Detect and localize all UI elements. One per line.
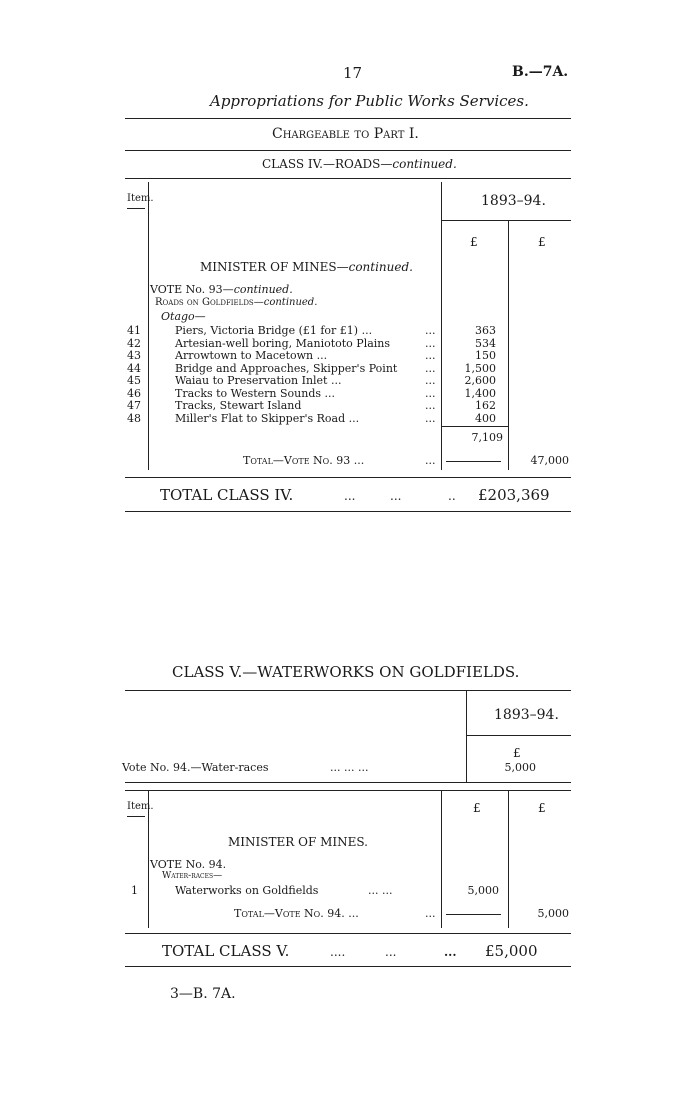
class-v-amount-rule bbox=[466, 690, 467, 782]
item-description: Bridge and Approaches, Skipper's Point bbox=[175, 361, 398, 375]
item-description: Waiau to Preservation Inlet ... bbox=[175, 374, 342, 387]
item-dots: ... ... bbox=[368, 884, 393, 897]
class-v-pound: £ bbox=[513, 746, 521, 760]
amount-column-rule-2 bbox=[441, 790, 442, 928]
item-number: 43 bbox=[127, 349, 141, 362]
item-amount: 400 bbox=[475, 411, 496, 425]
item-column-header: Item. bbox=[127, 193, 154, 204]
total-vote-93-label: Total—Vote No. 93 ... bbox=[243, 454, 365, 467]
item-number: 1 bbox=[131, 884, 138, 897]
signature-mark: 3—B. 7A. bbox=[170, 986, 236, 1002]
page-number: 17 bbox=[343, 64, 363, 82]
total-vote-93-amount: 47,000 bbox=[530, 454, 569, 467]
item-description: Miller's Flat to Skipper's Road ... bbox=[175, 411, 360, 425]
item-underline-2 bbox=[127, 816, 145, 817]
item-dots: ... bbox=[425, 361, 436, 375]
total-class-v-dots-3: ... bbox=[444, 945, 457, 959]
class-v-heading: CLASS V.—WATERWORKS ON GOLDFIELDS. bbox=[172, 663, 520, 681]
item-amount: 534 bbox=[475, 336, 496, 350]
item-column-header-2: Item. bbox=[127, 801, 154, 812]
divider bbox=[125, 511, 571, 512]
total-vote-94-label: Total—Vote No. 94. ... bbox=[234, 907, 359, 920]
total-vote-94-rule bbox=[446, 914, 501, 915]
vote-text: VOTE No. 93— bbox=[150, 283, 234, 296]
item-dots: ... bbox=[425, 336, 436, 350]
item-amount: 363 bbox=[475, 324, 496, 337]
item-underline bbox=[127, 208, 145, 209]
item-amount: 1,500 bbox=[464, 361, 496, 375]
total-class-v-label: TOTAL CLASS V. bbox=[162, 942, 290, 960]
divider bbox=[125, 477, 571, 478]
item-amount: 150 bbox=[475, 349, 496, 362]
total-class-v-dots-1: .... bbox=[330, 945, 346, 959]
divider bbox=[125, 150, 571, 151]
vote-heading bbox=[150, 283, 293, 296]
class-v-year-header: 1893–94. bbox=[494, 707, 559, 723]
subtotal-rule bbox=[441, 426, 508, 427]
divider bbox=[125, 178, 571, 179]
chargeable-heading: Chargeable to Part I. bbox=[272, 126, 419, 142]
roads-text: Roads on Goldfields— bbox=[155, 297, 264, 308]
page-title: Appropriations for Public Works Services. bbox=[210, 92, 529, 110]
total-class-iv-label: TOTAL CLASS IV. bbox=[160, 486, 294, 504]
item-dots: ... bbox=[425, 324, 436, 337]
item-column-rule bbox=[148, 182, 149, 470]
class-v-year-underline bbox=[466, 735, 571, 736]
item-number: 42 bbox=[127, 336, 141, 350]
item-description: Arrowtown to Macetown ... bbox=[175, 349, 328, 362]
item-description: Waterworks on Goldfields bbox=[175, 884, 319, 897]
minister-text: MINISTER OF MINES— bbox=[200, 260, 349, 274]
item-amount: 2,600 bbox=[464, 374, 496, 387]
item-amount: 5,000 bbox=[467, 884, 499, 897]
item-description: Artesian-well boring, Maniototo Plains bbox=[175, 336, 391, 350]
item-description: Piers, Victoria Bridge (£1 for £1) ... bbox=[175, 324, 373, 337]
item-description: Tracks to Western Sounds ... bbox=[175, 386, 335, 400]
minister-heading-2: MINISTER OF MINES. bbox=[228, 835, 368, 849]
vote-94-line: Vote No. 94.—Water-races bbox=[122, 761, 269, 774]
total-class-iv-amount: £203,369 bbox=[478, 486, 550, 504]
pound-column-1: £ bbox=[470, 235, 478, 249]
total-column-rule bbox=[508, 220, 509, 470]
divider bbox=[125, 790, 571, 791]
item-number: 46 bbox=[127, 386, 141, 400]
subtotal-amount: 7,109 bbox=[471, 431, 503, 444]
vote-94-dots: ... ... ... bbox=[330, 761, 369, 774]
vote-94-amount: 5,000 bbox=[504, 761, 536, 774]
item-dots: ... bbox=[425, 386, 436, 400]
divider bbox=[125, 118, 571, 119]
item-dots: ... bbox=[425, 411, 436, 425]
item-dots: ... bbox=[425, 374, 436, 387]
total-vote-93-dots: ... bbox=[425, 454, 436, 467]
pound-column-1-b: £ bbox=[473, 801, 481, 815]
minister-heading bbox=[200, 260, 413, 274]
item-amount: 162 bbox=[475, 399, 496, 412]
total-class-v-dots-2: ... bbox=[385, 945, 397, 959]
total-class-iv-dots-3: .. bbox=[448, 489, 456, 503]
vote-94-heading: VOTE No. 94. bbox=[150, 858, 227, 871]
pound-column-2-b: £ bbox=[538, 801, 546, 815]
year-column-header: 1893–94. bbox=[481, 193, 546, 209]
water-races-heading: Water-races— bbox=[162, 871, 223, 881]
minister-continued: continued. bbox=[348, 260, 413, 274]
item-amount: 1,400 bbox=[464, 386, 496, 400]
item-number: 45 bbox=[127, 374, 141, 387]
divider bbox=[125, 933, 571, 934]
pound-column-2: £ bbox=[538, 235, 546, 249]
item-number: 41 bbox=[127, 324, 141, 337]
divider bbox=[125, 966, 571, 967]
total-vote-94-amount: 5,000 bbox=[537, 907, 569, 920]
total-class-v-amount: £5,000 bbox=[485, 942, 538, 960]
item-description: Tracks, Stewart Island bbox=[175, 399, 302, 412]
item-number: 48 bbox=[127, 411, 141, 425]
item-dots: ... bbox=[425, 349, 436, 362]
divider bbox=[125, 690, 571, 691]
divider bbox=[125, 782, 571, 783]
roads-continued: continued. bbox=[263, 297, 318, 308]
item-number: 44 bbox=[127, 361, 141, 375]
total-vote-93-rule bbox=[446, 461, 501, 462]
item-dots: ... bbox=[425, 399, 436, 412]
class-heading-continued: continued. bbox=[392, 157, 457, 171]
class-heading bbox=[262, 157, 457, 171]
year-underline bbox=[441, 220, 571, 221]
total-class-iv-dots-2: ... bbox=[390, 489, 402, 503]
item-number: 47 bbox=[127, 399, 141, 412]
total-vote-94-dots: ... bbox=[425, 907, 436, 920]
district-heading: Otago— bbox=[161, 310, 206, 323]
document-reference: B.—7A. bbox=[512, 64, 569, 80]
roads-heading bbox=[155, 297, 317, 308]
total-class-iv-dots-1: ... bbox=[344, 489, 356, 503]
vote-continued: continued. bbox=[233, 283, 293, 296]
class-heading-text: CLASS IV.—ROADS— bbox=[262, 157, 393, 171]
